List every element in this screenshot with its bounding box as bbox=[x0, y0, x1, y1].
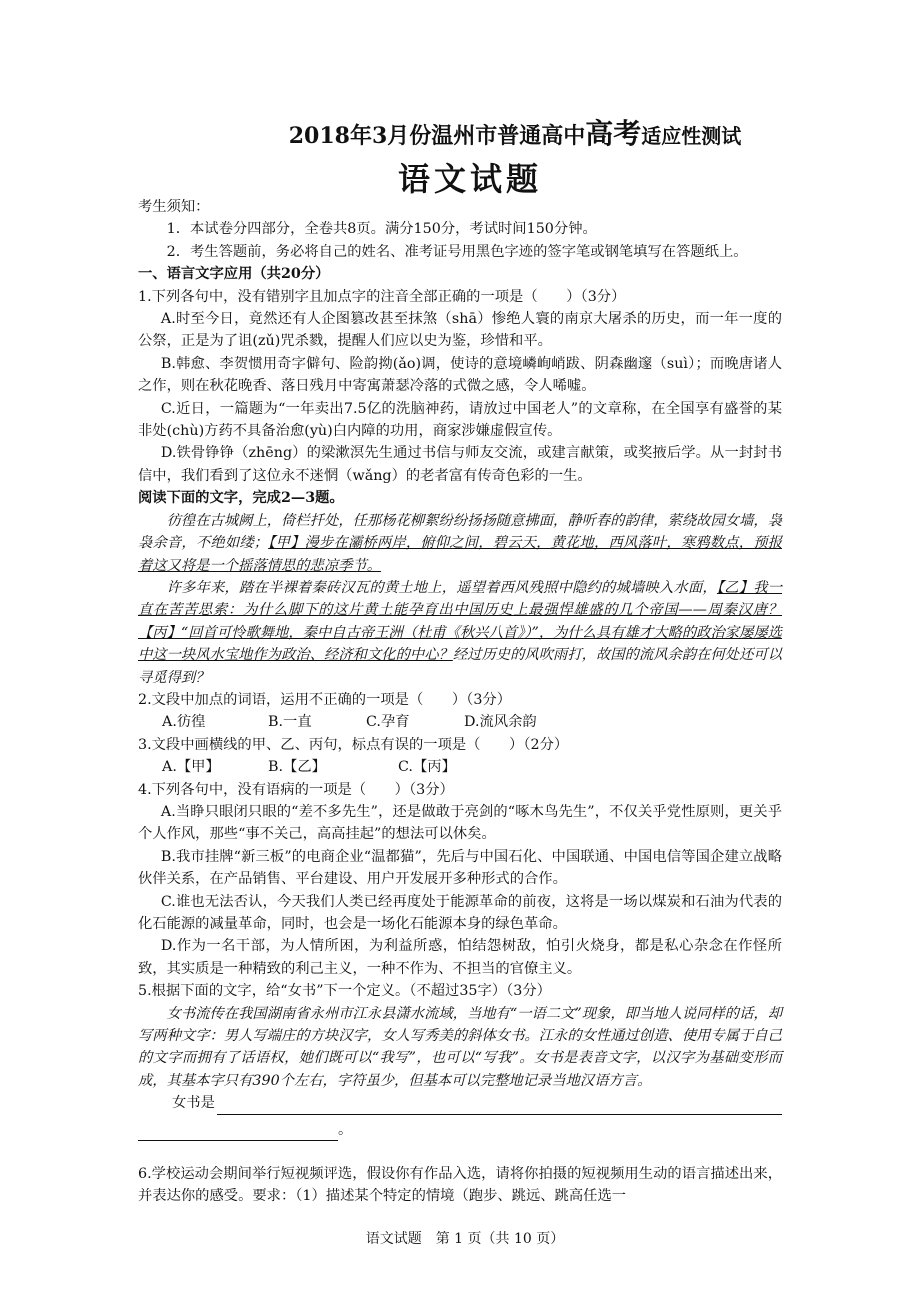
question-4-stem: 4.下列各句中，没有语病的一项是（ ）（3分） bbox=[138, 781, 454, 798]
answer-blank-rule-short[interactable] bbox=[138, 1122, 338, 1141]
question-5-stem: 5.根据下面的文字，给“女书”下一个定义。（不超过35字）（3分） bbox=[138, 983, 551, 1000]
reading-p2-tail: 经过历史的风吹雨打，故国的流风余韵在何处还可以寻觅得到？ bbox=[138, 647, 783, 686]
question-5-answer-line[interactable] bbox=[138, 1092, 782, 1114]
question-2-options bbox=[138, 711, 782, 733]
question-3-options bbox=[138, 756, 782, 778]
exam-subtitle: 语文试题 bbox=[397, 160, 542, 198]
notice-item-2: 2．考生答题前，务必将自己的姓名、准考证号用黑色字迹的签字笔或钢笔填写在答题纸上。 bbox=[166, 243, 748, 260]
question-5-end-mark: 。 bbox=[338, 1121, 353, 1138]
exam-title-part-b: 适应性测试 bbox=[641, 124, 742, 148]
question-3-option-b: B.【乙】 bbox=[268, 759, 326, 776]
question-5-passage: 女书流传在我国湖南省永州市江永县潇水流域，当地有“一语二文”现象，即当地人说同样的话，却写两种文字：男人写端庄的方块汉字，女人写秀美的斜体女书。江永的女性通过创造、使用专属于自己的文字而拥有了话语权，她们既可以“我写”，也可以“写我”。女书是表音文字，以汉字为基础变形而成，其基本字只有390个左右，字符虽少，但基本可以完整地记录当地汉语方言。 bbox=[138, 1005, 782, 1089]
question-6-stem: 6.学校运动会期间举行短视频评选，假设你有作品入选，请将你拍摄的短视频用生动的语言描述出来，并表达你的感受。要求：（1）描述某个特定的情境（跑步、跳远、跳高任选一 bbox=[138, 1166, 782, 1205]
question-2-option-a: A.彷徨 bbox=[162, 714, 206, 731]
question-2-option-d: D.流风余韵 bbox=[464, 714, 537, 731]
question-1-option-b: B.韩愈、李贺惯用奇字僻句、险韵拗(ǎo)调，使诗的意境嶙峋峭跋、阴森幽邃（suì）；而晚唐诸人之作，则在秋花晚香、落日残月中寄寓萧瑟冷落的式微之感，令人唏嘘。 bbox=[138, 355, 782, 395]
exam-title-part-a: 2018年3月份温州市普通高中 bbox=[288, 123, 586, 149]
question-4-option-a: A.当睁只眼闭只眼的“差不多先生”，还是做敢于亮剑的“啄木鸟先生”，不仅关乎党性原则，更关乎个人作风，那些“事不关己，高高挂起”的想法可以休矣。 bbox=[138, 803, 782, 843]
reading-heading: 阅读下面的文字，完成2—3题。 bbox=[138, 490, 344, 507]
reading-p1-text: 彷徨在古城阙上，倚栏扦处，任那杨花柳絮纷纷扬扬随意拂面，静听春的韵律，萦绕故园女墙，袅袅余音，不绝如缕； bbox=[138, 512, 782, 552]
question-5-answer-line-2 bbox=[138, 1119, 782, 1141]
answer-blank-rule[interactable] bbox=[217, 1096, 782, 1115]
notice-heading: 考生须知： bbox=[138, 199, 210, 215]
question-4-option-b: B.我市挂牌“新三板”的电商企业“温都猫”，先后与中国石化、中国联通、中国电信等国企建立战略伙伴关系，在产品销售、平台建设、用户开发展开多种形式的合作。 bbox=[138, 848, 782, 888]
section-heading-1: 一、语言文字应用（共20分） bbox=[138, 266, 330, 283]
question-2-stem: 2.文段中加点的词语，运用不正确的一项是（ ）（3分） bbox=[138, 691, 512, 708]
question-4-option-d: D.作为一名干部，为人情所困，为利益所惑，怕结怨树敌，怕引火烧身，都是私心杂念在作怪所致，其实质是一种精致的利己主义，一种不作为、不担当的官僚主义。 bbox=[138, 938, 782, 977]
exam-title bbox=[0, 112, 920, 152]
question-3-option-c: C.【丙】 bbox=[398, 759, 456, 776]
question-4-option-c: C.谁也无法否认，今天我们人类已经再度处于能源革命的前夜，这将是一场以煤炭和石油为代表的化石能源的减量革命，同时，也会是一场化石能源本身的绿色革命。 bbox=[138, 893, 782, 932]
exam-title-emphasis: 高考 bbox=[585, 117, 642, 150]
question-2-option-b: B.一直 bbox=[268, 714, 312, 731]
reading-p2-text: 许多年来，踏在半裸着秦砖汉瓦的黄土地上，遥望着西风残照中隐约的城墙映入水面， bbox=[166, 579, 717, 596]
question-1-stem: 1.下列各句中，没有错别字且加点字的注音全部正确的一项是（ ）（3分） bbox=[138, 288, 626, 305]
question-5-answer-label: 女书是 bbox=[172, 1095, 215, 1112]
notice-item-1: 1．本试卷分四部分，全卷共8页。满分150分，考试时间150分钟。 bbox=[166, 221, 597, 238]
page-footer: 语文试题 第 1 页（共 10 页） bbox=[365, 1231, 565, 1247]
question-2-option-c: C.孕育 bbox=[366, 714, 410, 731]
underlined-sentences-yi-bing: 【乙】我一直在苦苦思索：为什么脚下的这片黄土能孕育出中国历史上最强悍雄盛的几个帝国——周秦汉唐？【丙】“回首可怜歌舞地，秦中自古帝王洲（杜甫《秋兴八首》）”，为什么具有雄才大略的政治家屡屡选中这一块风水宝地作为政治、经济和文化的中心？ bbox=[138, 579, 782, 664]
question-3-option-a: A.【甲】 bbox=[162, 759, 220, 776]
question-1-option-c: C.近日，一篇题为“一年卖出7.5亿的洗脑神药，请放过中国老人”的文章称，在全国享有盛誉的某非处(chù)方药不具备治愈(yù)白内障的功用，商家涉嫌虚假宣传。 bbox=[138, 400, 782, 440]
question-1-option-a: A.时至今日，竟然还有人企图篡改甚至抹煞（shā）惨绝人寰的南京大屠杀的历史，而一年一度的公祭，正是为了诅(zǔ)咒杀戮，提醒人们应以史为鉴，珍惜和平。 bbox=[138, 311, 782, 350]
question-3-stem: 3.文段中画横线的甲、乙、丙句，标点有误的一项是（ ）（2分） bbox=[138, 736, 569, 753]
question-1-option-d: D.铁骨铮铮（zhēng）的梁漱溟先生通过书信与师友交流，或建言献策，或奖掖后学。从一封封书信中，我们看到了这位永不迷惘（wǎng）的老者富有传奇色彩的一生。 bbox=[138, 445, 782, 484]
exam-body bbox=[138, 196, 782, 1208]
underlined-sentence-jia: 【甲】漫步在灞桥两岸，俯仰之间，碧云天，黄花地，西风落叶，寒鸦数点，预报着这又将是一个摇落情思的悲凉季节。 bbox=[138, 535, 782, 574]
reading-paragraph-2 bbox=[138, 577, 782, 689]
reading-paragraph-1 bbox=[138, 510, 782, 577]
